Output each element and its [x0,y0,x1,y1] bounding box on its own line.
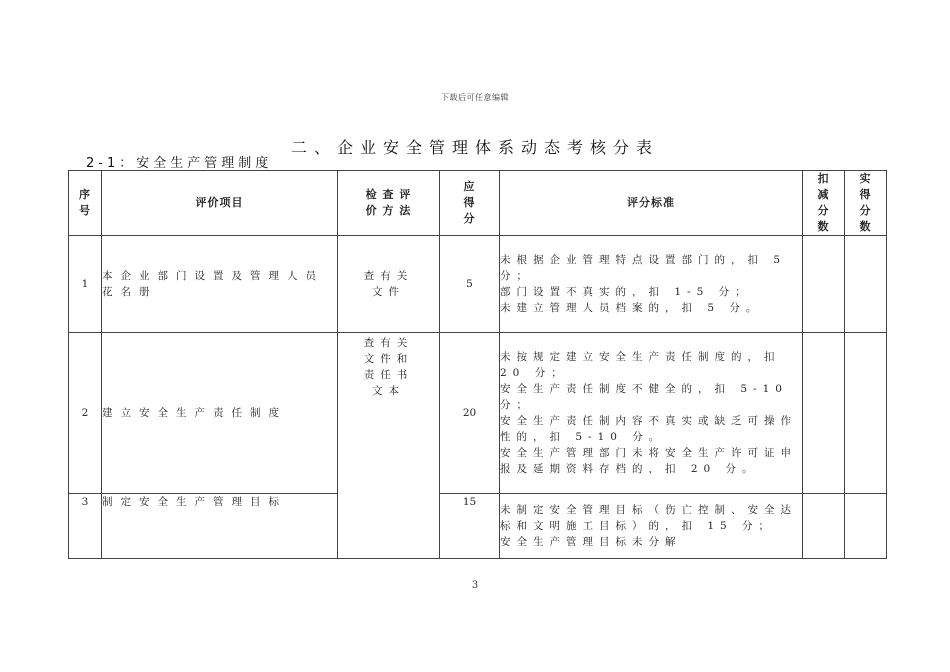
row-criteria [500,494,803,559]
col-header-seq-line: 号 [79,204,91,217]
row-seq: 3 [69,494,102,559]
col-header-score-line: 应 [463,180,476,193]
criteria-line: 安全生产管理部门未将安全生产许可证申报及延期资料存档的，扣 20 分。 [500,447,797,475]
col-header-deduct-line: 扣 [817,172,830,185]
header-note: 下载后可任意编辑 [441,93,509,102]
col-header-deduct-line: 分 [817,204,830,217]
col-header-actual-line: 实 [859,172,872,185]
col-header-seq-line: 序 [79,188,91,201]
method-line: 查有关 [363,270,414,282]
row-actual [845,236,887,333]
col-header-actual-line: 数 [859,220,872,233]
criteria-line: 安全生产管理目标未分解 [500,536,682,548]
method-line: 文件 [372,286,405,298]
table-header-row [69,171,887,236]
row-score: 15 [440,494,500,559]
row-score: 20 [440,333,500,494]
row-deduct [803,236,845,333]
row-method [338,236,440,333]
col-header-deduct-line: 减 [817,188,830,201]
method-line: 查有关 [363,337,414,349]
row-seq: 2 [69,333,102,494]
col-header-deduct-line: 数 [817,220,830,233]
col-header-method [338,171,440,236]
row-item: 建立安全生产责任制度 [102,333,338,494]
table-row [69,236,887,333]
criteria-line: 未建立管理人员档案的，扣 5 分。 [500,302,763,314]
col-header-method-line: 价 方 法 [365,204,412,217]
table-row [69,494,887,559]
method-line: 文本 [372,385,405,397]
criteria-line: 未根据企业管理特点设置部门的，扣 5 分； [500,254,787,282]
criteria-line: 安全生产责任制度不健全的，扣 5-10 分； [500,383,788,411]
method-line: 文件和 [363,353,414,365]
section-subtitle: 2-1：安全生产管理制度 [86,156,273,171]
col-header-score [440,171,500,236]
page-title: 二、企业安全管理体系动态考核分表 [290,138,659,157]
row-seq: 1 [69,236,102,333]
col-header-item: 评价项目 [102,171,338,236]
criteria-line: 未制定安全管理目标（伤亡控制、安全达标和文明施工目标）的，扣 15 分； [500,504,797,532]
row-actual [845,333,887,494]
row-item: 本企业部门设置及管理人员花名册 [102,236,338,333]
method-line: 责任书 [363,369,414,381]
col-header-score-line: 分 [463,212,476,225]
col-header-actual-line: 分 [859,204,872,217]
row-criteria [500,333,803,494]
row-item: 制定安全生产管理目标 [102,494,338,559]
row-actual [845,494,887,559]
row-method [338,333,440,559]
criteria-line: 安全生产责任制内容不真实或缺乏可操作性的，扣 5-10 分。 [500,415,797,443]
criteria-line: 未按规定建立安全生产责任制度的，扣 20 分； [500,351,781,379]
criteria-line: 部门设置不真实的，扣 1-5 分； [500,286,752,298]
page-number: 3 [471,580,479,591]
col-header-score-line: 得 [463,196,476,209]
row-score: 5 [440,236,500,333]
col-header-method-line: 检 查 评 [365,188,412,201]
row-deduct [803,333,845,494]
table-row [69,333,887,494]
col-header-actual [845,171,887,236]
col-header-actual-line: 得 [859,188,872,201]
row-deduct [803,494,845,559]
col-header-deduct [803,171,845,236]
col-header-criteria: 评分标准 [500,171,803,236]
col-header-seq [69,171,102,236]
assessment-table [68,170,887,559]
row-criteria [500,236,803,333]
